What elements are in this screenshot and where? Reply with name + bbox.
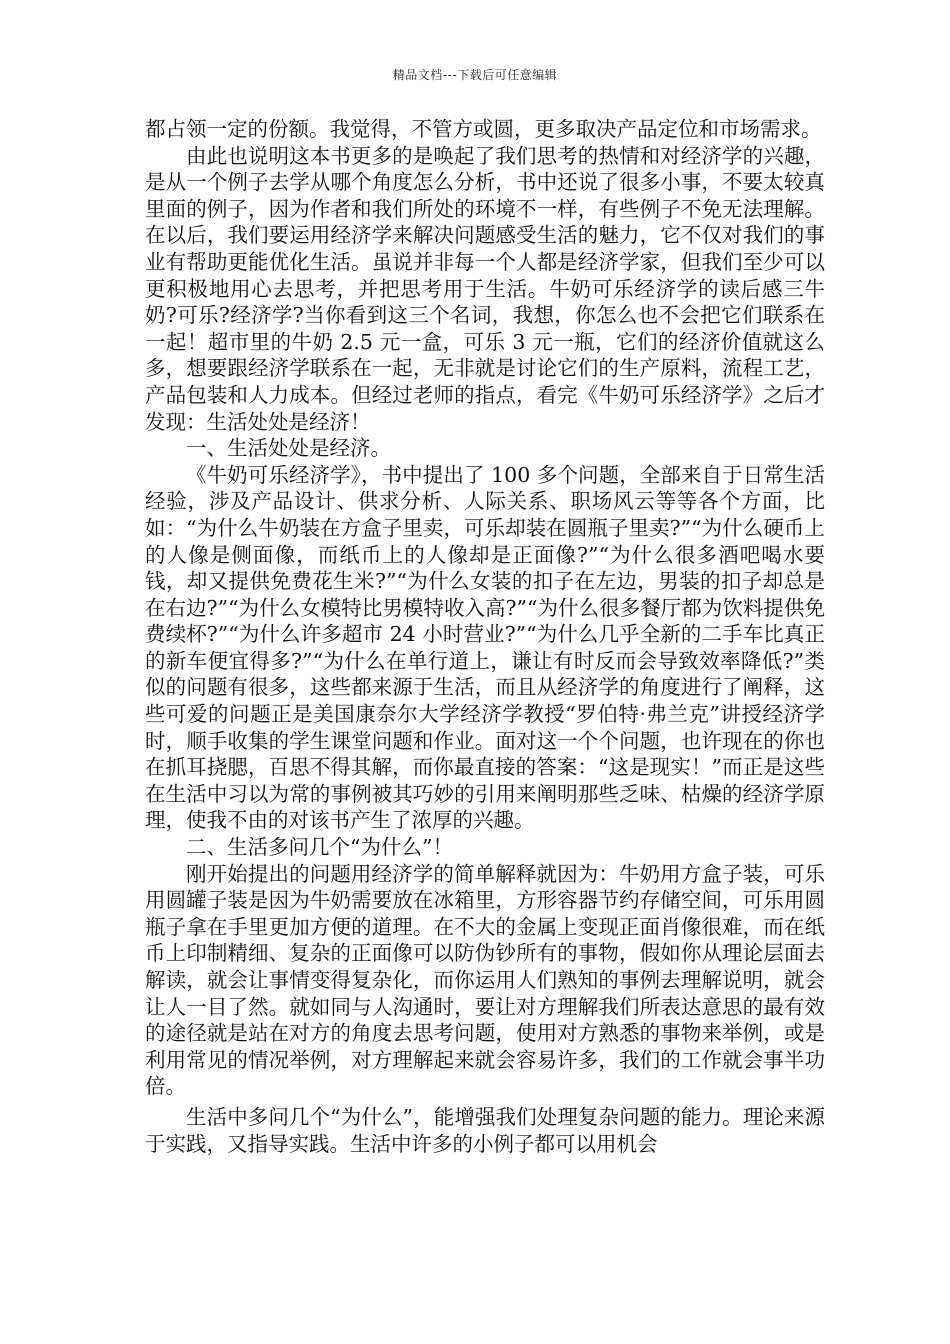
paragraph: 生活中多问几个“为什么”，能增强我们处理复杂问题的能力。理论来源于实践，又指导实践。生活中许多的小例子都可以用机会 bbox=[145, 1104, 825, 1156]
paragraph: 刚开始提出的问题用经济学的简单解释就因为：牛奶用方盒子装，可乐用圆罐子装是因为牛奶需要放在冰箱里，方形容器节约存储空间，可乐用圆瓶子拿在手里更加方便的道理。在不大的金属上变现正面肖像很难，而在纸币上印制精细、复杂的正面像可以防伪钞所有的事物，假如你从理论层面去解读，就会让事情变得复杂化，而你运用人们熟知的事例去理解说明，就会让人一目了然。就如同与人沟通时，要让对方理解我们所表达意思的最有效的途径就是站在对方的角度去思考问题，使用对方熟悉的事物来举例，或是利用常见的情况举例，对方理解起来就会容易许多，我们的工作就会事半功倍。 bbox=[145, 861, 825, 1099]
page-header: 精品文档---下载后可任意编辑 bbox=[392, 68, 558, 82]
section-heading: 一、生活处处是经济。 bbox=[186, 436, 391, 461]
section-heading: 二、生活多问几个“为什么”！ bbox=[186, 835, 453, 860]
paragraph: 都占领一定的份额。我觉得，不管方或圆，更多取决产品定位和市场需求。 bbox=[145, 117, 822, 141]
paragraph: 《牛奶可乐经济学》，书中提出了 100 多个问题，全部来自于日常生活经验，涉及产品设计、供求分析、人际关系、职场风云等等各个方面，比如：“为什么牛奶装在方盒子里卖，可乐却装在圆瓶子里卖?”“为什么硬币上的人像是侧面像，而纸币上的人像却是正面像?”“为什么很多酒吧喝水要钱，却又提供免费花生米?”“为什么女装的扣子在左边，男装的扣子却总是在右边?”“为什么女模特比男模特收入高?”“为什么很多餐厅都为饮料提供免费续杯?”“为什么许多超市 24 小时营业?”“为什么几乎全新的二手车比真正的新车便宜得多?”“为什么在单行道上，谦让有时反而会导致效率降低?”类似的问题有很多，这些都来源于生活，而且从经济学的角度进行了阐释，这些可爱的问题正是美国康奈尔大学经济学教授“罗伯特·弗兰克”讲授经济学时，顺手收集的学生课堂问题和作业。面对这一个个问题，也许现在的你也在抓耳挠腮，百思不得其解，而你最直接的答案：“这是现实！”而正是这些在生活中习以为常的事例被其巧妙的引用来阐明那些乏味、枯燥的经济学原理，使我不由的对该书产生了浓厚的兴趣。 bbox=[145, 462, 825, 833]
paragraph: 由此也说明这本书更多的是唤起了我们思考的热情和对经济学的兴趣，是从一个例子去学从哪个角度怎么分析，书中还说了很多小事，不要太较真里面的例子，因为作者和我们所处的环境不一样，有些例子不免无法理解。在以后，我们要运用经济学来解决问题感受生活的魅力，它不仅对我们的事业有帮助更能优化生活。虽说并非每一个人都是经济学家，但我们至少可以更积极地用心去思考，并把思考用于生活。牛奶可乐经济学的读后感三牛奶?可乐?经济学?当你看到这三个名词，我想，你怎么也不会把它们联系在一起！超市里的牛奶 2.5 元一盒，可乐 3 元一瓶，它们的经济价值就这么多，想要跟经济学联系在一起，无非就是讨论它们的生产原料，流程工艺，产品包装和人力成本。但经过老师的指点，看完《牛奶可乐经济学》之后才发现：生活处处是经济！ bbox=[145, 143, 825, 434]
document-body bbox=[145, 116, 825, 1157]
